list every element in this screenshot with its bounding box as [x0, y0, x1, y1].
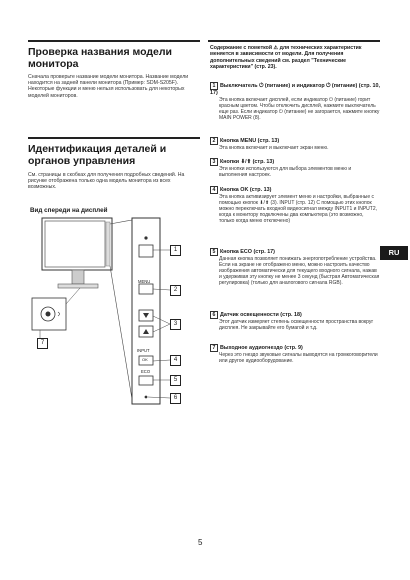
- item-arrows: [210, 158, 380, 178]
- section-title-parts: Идентификация деталей и органов управления: [28, 143, 167, 167]
- item-desc: Данная кнопка позволяет понижать энергопотребление устройства. Если на экране не отображено меню, можно настроить качество изображения автоматически для текущего входного сигнала, нажав и удерживая эту кнопку не менее 3 секунд (быстрая Автоматическая регулировка) (только для аналогового сигнала RGB).: [219, 256, 380, 287]
- item-desc: Этот датчик измеряет степень освещенности пространства вокруг дисплея. Не закрывайте его бумагой и т.д.: [219, 319, 374, 332]
- monitor-screen: [45, 221, 105, 267]
- eco-label: ECO: [141, 369, 151, 374]
- item-desc: Эти кнопки используются для выбора элементов меню и выполнения настроек.: [219, 166, 352, 179]
- item-menu: [210, 137, 380, 151]
- item-number: 1: [210, 82, 218, 90]
- item-title: Кнопка ECO (стр. 17): [220, 249, 275, 255]
- spec-note: Содержание с пометкой ⚠ для технических характеристик меняется в зависимости от модели. Для получения дополнительных сведений см. раздел "Технические характеристики" (стр. 23).: [210, 45, 362, 70]
- page-number: 5: [198, 538, 203, 547]
- power-indicator: [144, 236, 147, 239]
- item-number: 7: [210, 344, 218, 352]
- item-title: Выключатель ⏻ (питание) и индикатор ⏻ (питание) (стр. 10, 17): [210, 83, 381, 96]
- item-title: Кнопки ⬇/⬆ (стр. 13): [220, 159, 275, 165]
- item-audio-out: [210, 344, 380, 364]
- item-power: [210, 82, 380, 121]
- callout-2: 2: [170, 285, 181, 296]
- item-light-sensor: [210, 311, 380, 331]
- section-title-model: Проверка названия модели монитора: [28, 46, 173, 70]
- note-rule: [208, 40, 380, 42]
- item-ok: [210, 186, 380, 224]
- item-title: Выходное аудиогнездо (стр. 9): [220, 345, 303, 351]
- item-number: 3: [210, 158, 218, 166]
- item-desc: Эта кнопка активизирует элемент меню и настройки, выбранные с помощью кнопок ⬇/⬆ (3). INPUT (стр. 12) С помощью этих кнопок можно переключать входной видеосигнал между INPUT1 и INPUT2, когда к монитору подключены два компьютера (это возможно, только когда меню отключено): [219, 194, 377, 225]
- callout-6: 6: [170, 393, 181, 404]
- menu-label: MENU: [138, 279, 151, 284]
- language-tab: RU: [380, 246, 408, 260]
- menu-button: [139, 284, 153, 294]
- power-button: [139, 245, 153, 257]
- item-number: 4: [210, 186, 218, 194]
- item-desc: Эта кнопка включает и выключает экран меню.: [219, 145, 329, 151]
- item-title: Кнопка MENU (стр. 13): [220, 138, 280, 144]
- ok-label: OK: [142, 357, 148, 362]
- item-desc: Эта кнопка включает дисплей, если индикатор ⏻ (питание) горит красным цветом. Чтобы отключить дисплей, нажмите выключатель еще раз. Если индикатор ⏻ (питание) не загорается, нажмите кнопку MAIN POWER (8).: [219, 96, 380, 121]
- callout-4: 4: [170, 355, 181, 366]
- eco-button: [139, 376, 153, 385]
- monitor-stand-base: [58, 284, 98, 288]
- item-desc: Через это гнездо звуковые сигналы выводятся на громкоговорители или другое аудиооборудование.: [219, 352, 378, 365]
- section-rule: [28, 40, 200, 42]
- item-eco: [210, 248, 380, 286]
- item-title: Датчик освещенности (стр. 18): [220, 312, 302, 318]
- light-sensor: [145, 396, 148, 399]
- item-number: 5: [210, 248, 218, 256]
- section-rule: [28, 137, 200, 139]
- monitor-bezel-buttons: [106, 222, 110, 266]
- item-number: 2: [210, 137, 218, 145]
- callout-5: 5: [170, 375, 181, 386]
- parts-paragraph: См. страницы в скобках для получения подробных сведений. На рисунке отображена только одна модель монитора из всех возможных.: [28, 172, 185, 191]
- callout-7: 7: [37, 338, 48, 349]
- front-view-heading: Вид спереди на дисплей: [30, 207, 108, 214]
- item-number: 6: [210, 311, 218, 319]
- model-paragraph: Сначала проверьте название модели монитора. Название модели находится на задней панели монитора (Пример: SDM-S205F). Некоторые функции и меню нельзя использовать для некоторых моделей мониторов.: [28, 74, 189, 99]
- callout-1: 1: [170, 245, 181, 256]
- input-label: INPUT: [137, 348, 150, 353]
- callout-3: 3: [170, 319, 181, 330]
- item-title: Кнопка OK (стр. 13): [220, 187, 272, 193]
- monitor-stand-neck: [72, 270, 84, 284]
